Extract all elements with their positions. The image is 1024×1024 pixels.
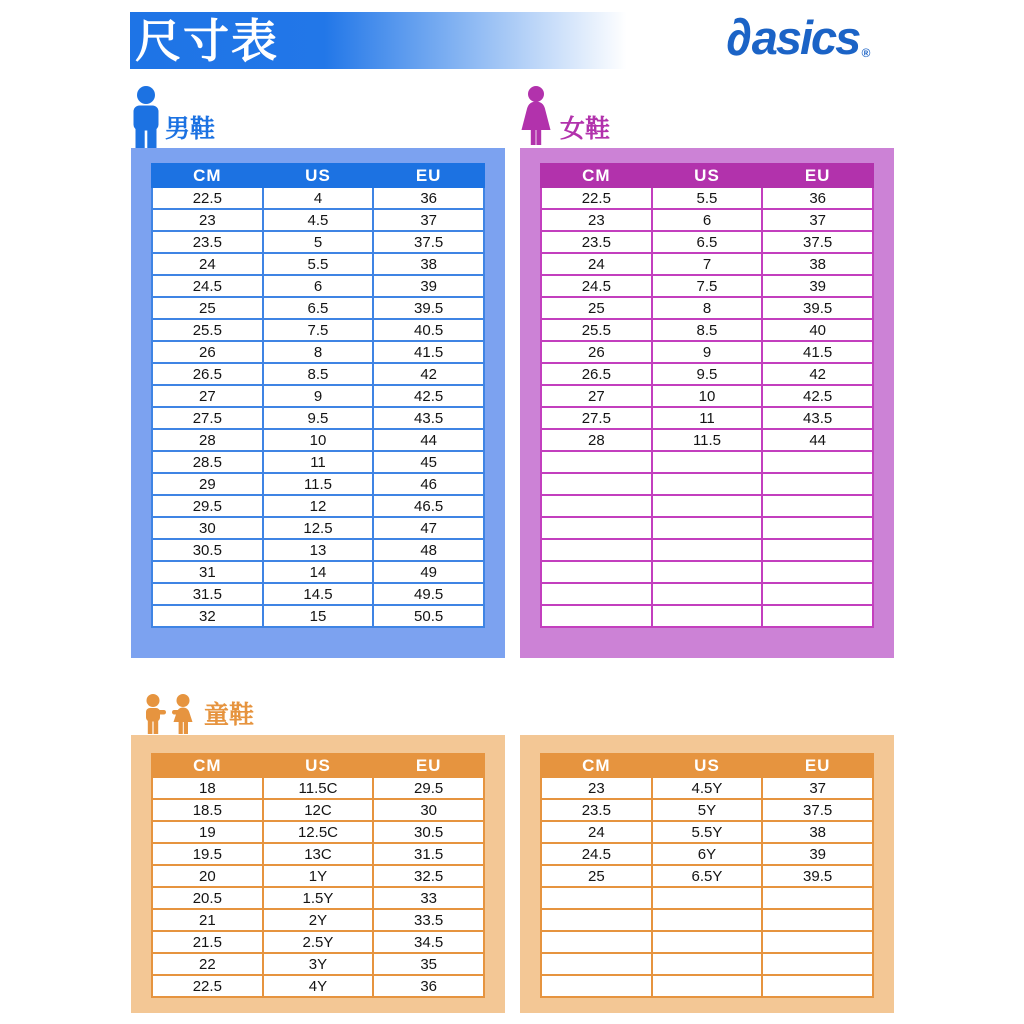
kids-size-table-small	[151, 753, 485, 998]
table-row	[541, 319, 873, 341]
table-cell	[762, 931, 873, 953]
table-cell: 31	[152, 561, 263, 583]
table-row	[541, 909, 873, 931]
table-row	[541, 843, 873, 865]
table-cell: 22	[152, 953, 263, 975]
table-cell: 30.5	[152, 539, 263, 561]
table-cell: 26.5	[541, 363, 652, 385]
table-cell: 4.5	[263, 209, 374, 231]
table-cell: 39.5	[762, 865, 873, 887]
table-row	[152, 887, 484, 909]
table-row	[541, 385, 873, 407]
table-row	[541, 517, 873, 539]
table-cell: 20.5	[152, 887, 263, 909]
table-cell: 48	[373, 539, 484, 561]
table-row	[152, 975, 484, 997]
table-cell: 11.5	[263, 473, 374, 495]
table-cell	[762, 451, 873, 473]
table-row	[152, 495, 484, 517]
table-cell: 39	[373, 275, 484, 297]
table-cell: 24	[541, 821, 652, 843]
table-cell: 33	[373, 887, 484, 909]
table-cell: 29.5	[152, 495, 263, 517]
table-header-row	[541, 754, 873, 777]
table-row	[541, 187, 873, 209]
table-cell: 40	[762, 319, 873, 341]
table-row	[541, 341, 873, 363]
registered-trademark-icon: ®	[861, 46, 871, 60]
table-cell: 19.5	[152, 843, 263, 865]
table-cell: 5.5	[263, 253, 374, 275]
table-cell	[652, 495, 763, 517]
table-header-row	[541, 164, 873, 187]
table-cell: 39	[762, 275, 873, 297]
female-icon	[518, 86, 554, 148]
table-cell: 25.5	[541, 319, 652, 341]
table-cell	[762, 495, 873, 517]
table-row	[152, 209, 484, 231]
table-cell	[652, 539, 763, 561]
table-cell: 26.5	[152, 363, 263, 385]
table-cell: 2Y	[263, 909, 374, 931]
table-cell: 9	[652, 341, 763, 363]
table-cell: 23	[541, 777, 652, 799]
table-cell	[652, 975, 763, 997]
table-cell: 49.5	[373, 583, 484, 605]
table-cell	[652, 909, 763, 931]
table-cell: 7.5	[263, 319, 374, 341]
table-row	[541, 953, 873, 975]
table-row	[541, 231, 873, 253]
table-cell: 49	[373, 561, 484, 583]
table-cell: 13	[263, 539, 374, 561]
table-row	[541, 297, 873, 319]
table-cell: 38	[762, 253, 873, 275]
table-cell: 29	[152, 473, 263, 495]
table-cell	[652, 451, 763, 473]
table-row	[152, 953, 484, 975]
table-cell: 41.5	[762, 341, 873, 363]
table-cell: 6.5Y	[652, 865, 763, 887]
table-cell: 22.5	[541, 187, 652, 209]
table-row	[541, 975, 873, 997]
table-row	[152, 407, 484, 429]
table-cell: 12.5C	[263, 821, 374, 843]
table-cell: 28.5	[152, 451, 263, 473]
table-cell	[652, 517, 763, 539]
table-cell: 13C	[263, 843, 374, 865]
table-row	[152, 275, 484, 297]
table-cell: 39.5	[373, 297, 484, 319]
table-cell: 4Y	[263, 975, 374, 997]
table-cell: 27	[152, 385, 263, 407]
table-cell: 44	[762, 429, 873, 451]
table-cell	[762, 975, 873, 997]
table-header-cell: EU	[762, 754, 873, 777]
men-size-table	[151, 163, 485, 628]
women-section-label: 女鞋	[560, 115, 611, 143]
table-row	[152, 931, 484, 953]
table-row	[152, 605, 484, 627]
table-cell: 1.5Y	[263, 887, 374, 909]
table-cell: 32	[152, 605, 263, 627]
table-row	[541, 605, 873, 627]
table-cell: 9.5	[652, 363, 763, 385]
kids-panel-left	[131, 735, 505, 1013]
table-row	[541, 407, 873, 429]
table-row	[152, 385, 484, 407]
table-cell: 21.5	[152, 931, 263, 953]
table-cell: 37.5	[762, 231, 873, 253]
table-cell: 27.5	[152, 407, 263, 429]
table-cell	[541, 495, 652, 517]
table-header-cell: US	[263, 754, 374, 777]
table-cell: 30	[152, 517, 263, 539]
table-row	[541, 209, 873, 231]
table-row	[541, 887, 873, 909]
table-cell	[541, 561, 652, 583]
asics-swirl-icon: ∂	[726, 9, 752, 67]
table-cell	[652, 953, 763, 975]
table-cell: 1Y	[263, 865, 374, 887]
table-row	[541, 363, 873, 385]
table-cell: 10	[263, 429, 374, 451]
table-cell: 8.5	[263, 363, 374, 385]
table-cell	[652, 473, 763, 495]
table-row	[152, 583, 484, 605]
table-cell	[762, 539, 873, 561]
table-cell: 5	[263, 231, 374, 253]
table-cell: 42	[373, 363, 484, 385]
table-cell: 11	[263, 451, 374, 473]
table-cell	[762, 887, 873, 909]
table-cell	[652, 887, 763, 909]
table-row	[152, 341, 484, 363]
table-cell	[762, 561, 873, 583]
table-cell	[541, 887, 652, 909]
male-icon	[131, 86, 161, 148]
table-cell: 11.5C	[263, 777, 374, 799]
table-cell: 23	[152, 209, 263, 231]
table-cell: 14	[263, 561, 374, 583]
table-cell: 12C	[263, 799, 374, 821]
table-header-cell: US	[263, 164, 374, 187]
table-cell: 27	[541, 385, 652, 407]
table-cell: 24.5	[541, 275, 652, 297]
table-cell	[541, 909, 652, 931]
table-cell: 26	[152, 341, 263, 363]
table-cell: 34.5	[373, 931, 484, 953]
table-cell: 22.5	[152, 975, 263, 997]
table-cell: 25	[541, 297, 652, 319]
table-cell: 37	[373, 209, 484, 231]
table-cell: 9	[263, 385, 374, 407]
table-cell: 6.5	[263, 297, 374, 319]
table-header-cell: EU	[373, 754, 484, 777]
table-header-cell: US	[652, 754, 763, 777]
table-cell	[541, 517, 652, 539]
table-cell: 5.5	[652, 187, 763, 209]
women-panel	[520, 148, 894, 658]
table-cell	[652, 583, 763, 605]
women-size-table	[540, 163, 874, 628]
table-cell: 44	[373, 429, 484, 451]
table-cell: 24.5	[541, 843, 652, 865]
table-cell: 6Y	[652, 843, 763, 865]
table-row	[152, 777, 484, 799]
table-row	[541, 495, 873, 517]
table-cell: 32.5	[373, 865, 484, 887]
table-cell: 35	[373, 953, 484, 975]
table-row	[152, 561, 484, 583]
table-row	[541, 539, 873, 561]
table-cell	[541, 539, 652, 561]
header-banner	[130, 12, 642, 69]
table-cell: 23.5	[541, 231, 652, 253]
table-cell: 24	[541, 253, 652, 275]
table-cell: 50.5	[373, 605, 484, 627]
table-row	[152, 473, 484, 495]
table-cell: 7	[652, 253, 763, 275]
table-row	[152, 821, 484, 843]
table-cell: 6	[263, 275, 374, 297]
kids-size-table-large	[540, 753, 874, 998]
men-panel	[131, 148, 505, 658]
table-cell: 9.5	[263, 407, 374, 429]
table-cell	[762, 909, 873, 931]
kids-panel-right	[520, 735, 894, 1013]
table-row	[541, 561, 873, 583]
table-cell: 28	[152, 429, 263, 451]
table-cell: 39.5	[762, 297, 873, 319]
table-cell: 27.5	[541, 407, 652, 429]
table-row	[152, 843, 484, 865]
table-cell: 4	[263, 187, 374, 209]
kids-section-label: 童鞋	[204, 701, 255, 729]
table-cell	[541, 473, 652, 495]
table-cell: 11.5	[652, 429, 763, 451]
table-cell: 8	[263, 341, 374, 363]
table-cell: 23.5	[541, 799, 652, 821]
table-cell	[541, 975, 652, 997]
table-cell: 31.5	[373, 843, 484, 865]
table-cell: 37.5	[762, 799, 873, 821]
table-cell: 33.5	[373, 909, 484, 931]
table-row	[541, 777, 873, 799]
table-row	[541, 473, 873, 495]
table-row	[541, 931, 873, 953]
table-cell: 43.5	[373, 407, 484, 429]
table-cell: 37	[762, 777, 873, 799]
table-header-cell: EU	[762, 164, 873, 187]
table-row	[152, 231, 484, 253]
table-cell: 42.5	[762, 385, 873, 407]
table-cell: 46.5	[373, 495, 484, 517]
table-cell: 37	[762, 209, 873, 231]
table-row	[541, 451, 873, 473]
table-cell: 7.5	[652, 275, 763, 297]
table-cell: 36	[762, 187, 873, 209]
table-row	[152, 539, 484, 561]
table-cell: 45	[373, 451, 484, 473]
table-cell: 29.5	[373, 777, 484, 799]
table-cell: 26	[541, 341, 652, 363]
table-cell: 4.5Y	[652, 777, 763, 799]
table-cell: 23	[541, 209, 652, 231]
table-row	[152, 297, 484, 319]
table-cell	[762, 473, 873, 495]
table-row	[152, 363, 484, 385]
page-title: 尺寸表	[135, 14, 279, 67]
table-cell: 25	[152, 297, 263, 319]
table-cell: 39	[762, 843, 873, 865]
table-cell	[652, 931, 763, 953]
table-cell: 5Y	[652, 799, 763, 821]
table-cell: 19	[152, 821, 263, 843]
table-header-row	[152, 164, 484, 187]
table-row	[152, 517, 484, 539]
table-cell: 40.5	[373, 319, 484, 341]
table-cell: 20	[152, 865, 263, 887]
table-cell: 47	[373, 517, 484, 539]
table-cell: 36	[373, 187, 484, 209]
table-cell: 28	[541, 429, 652, 451]
table-header-cell: CM	[152, 164, 263, 187]
table-row	[541, 799, 873, 821]
table-cell	[541, 583, 652, 605]
table-cell	[541, 931, 652, 953]
table-cell: 3Y	[263, 953, 374, 975]
table-row	[541, 865, 873, 887]
table-cell: 36	[373, 975, 484, 997]
table-header-cell: CM	[541, 754, 652, 777]
table-row	[541, 253, 873, 275]
table-header-cell: CM	[152, 754, 263, 777]
table-cell: 25.5	[152, 319, 263, 341]
table-cell: 6.5	[652, 231, 763, 253]
table-cell: 8	[652, 297, 763, 319]
table-cell: 23.5	[152, 231, 263, 253]
table-cell	[652, 605, 763, 627]
table-row	[541, 429, 873, 451]
table-cell: 10	[652, 385, 763, 407]
table-row	[152, 799, 484, 821]
table-cell: 38	[373, 253, 484, 275]
table-row	[152, 187, 484, 209]
table-row	[152, 429, 484, 451]
table-cell	[541, 451, 652, 473]
table-header-row	[152, 754, 484, 777]
table-cell: 18.5	[152, 799, 263, 821]
table-header-cell: CM	[541, 164, 652, 187]
table-cell: 12	[263, 495, 374, 517]
table-cell: 14.5	[263, 583, 374, 605]
table-cell	[762, 517, 873, 539]
table-cell	[762, 583, 873, 605]
table-cell: 31.5	[152, 583, 263, 605]
table-header-cell: EU	[373, 164, 484, 187]
table-header-cell: US	[652, 164, 763, 187]
table-cell: 24.5	[152, 275, 263, 297]
table-cell: 8.5	[652, 319, 763, 341]
table-cell	[541, 605, 652, 627]
table-row	[152, 253, 484, 275]
table-cell: 22.5	[152, 187, 263, 209]
table-cell: 37.5	[373, 231, 484, 253]
table-cell: 42	[762, 363, 873, 385]
table-row	[152, 451, 484, 473]
table-cell: 25	[541, 865, 652, 887]
table-cell: 12.5	[263, 517, 374, 539]
table-cell	[762, 605, 873, 627]
table-cell: 5.5Y	[652, 821, 763, 843]
table-cell: 11	[652, 407, 763, 429]
table-cell: 24	[152, 253, 263, 275]
table-row	[541, 583, 873, 605]
table-row	[541, 275, 873, 297]
table-cell: 18	[152, 777, 263, 799]
table-cell: 2.5Y	[263, 931, 374, 953]
men-section-label: 男鞋	[165, 115, 216, 143]
table-row	[152, 909, 484, 931]
table-cell	[652, 561, 763, 583]
table-cell	[541, 953, 652, 975]
table-cell: 46	[373, 473, 484, 495]
table-cell: 30	[373, 799, 484, 821]
asics-logo	[726, 9, 871, 67]
children-icon	[142, 694, 198, 736]
table-cell: 15	[263, 605, 374, 627]
table-cell	[762, 953, 873, 975]
table-cell: 6	[652, 209, 763, 231]
table-cell: 38	[762, 821, 873, 843]
table-row	[541, 821, 873, 843]
table-row	[152, 865, 484, 887]
table-cell: 41.5	[373, 341, 484, 363]
table-cell: 43.5	[762, 407, 873, 429]
table-cell: 21	[152, 909, 263, 931]
table-cell: 30.5	[373, 821, 484, 843]
table-cell: 42.5	[373, 385, 484, 407]
asics-logo-text: asics	[751, 11, 860, 64]
table-row	[152, 319, 484, 341]
